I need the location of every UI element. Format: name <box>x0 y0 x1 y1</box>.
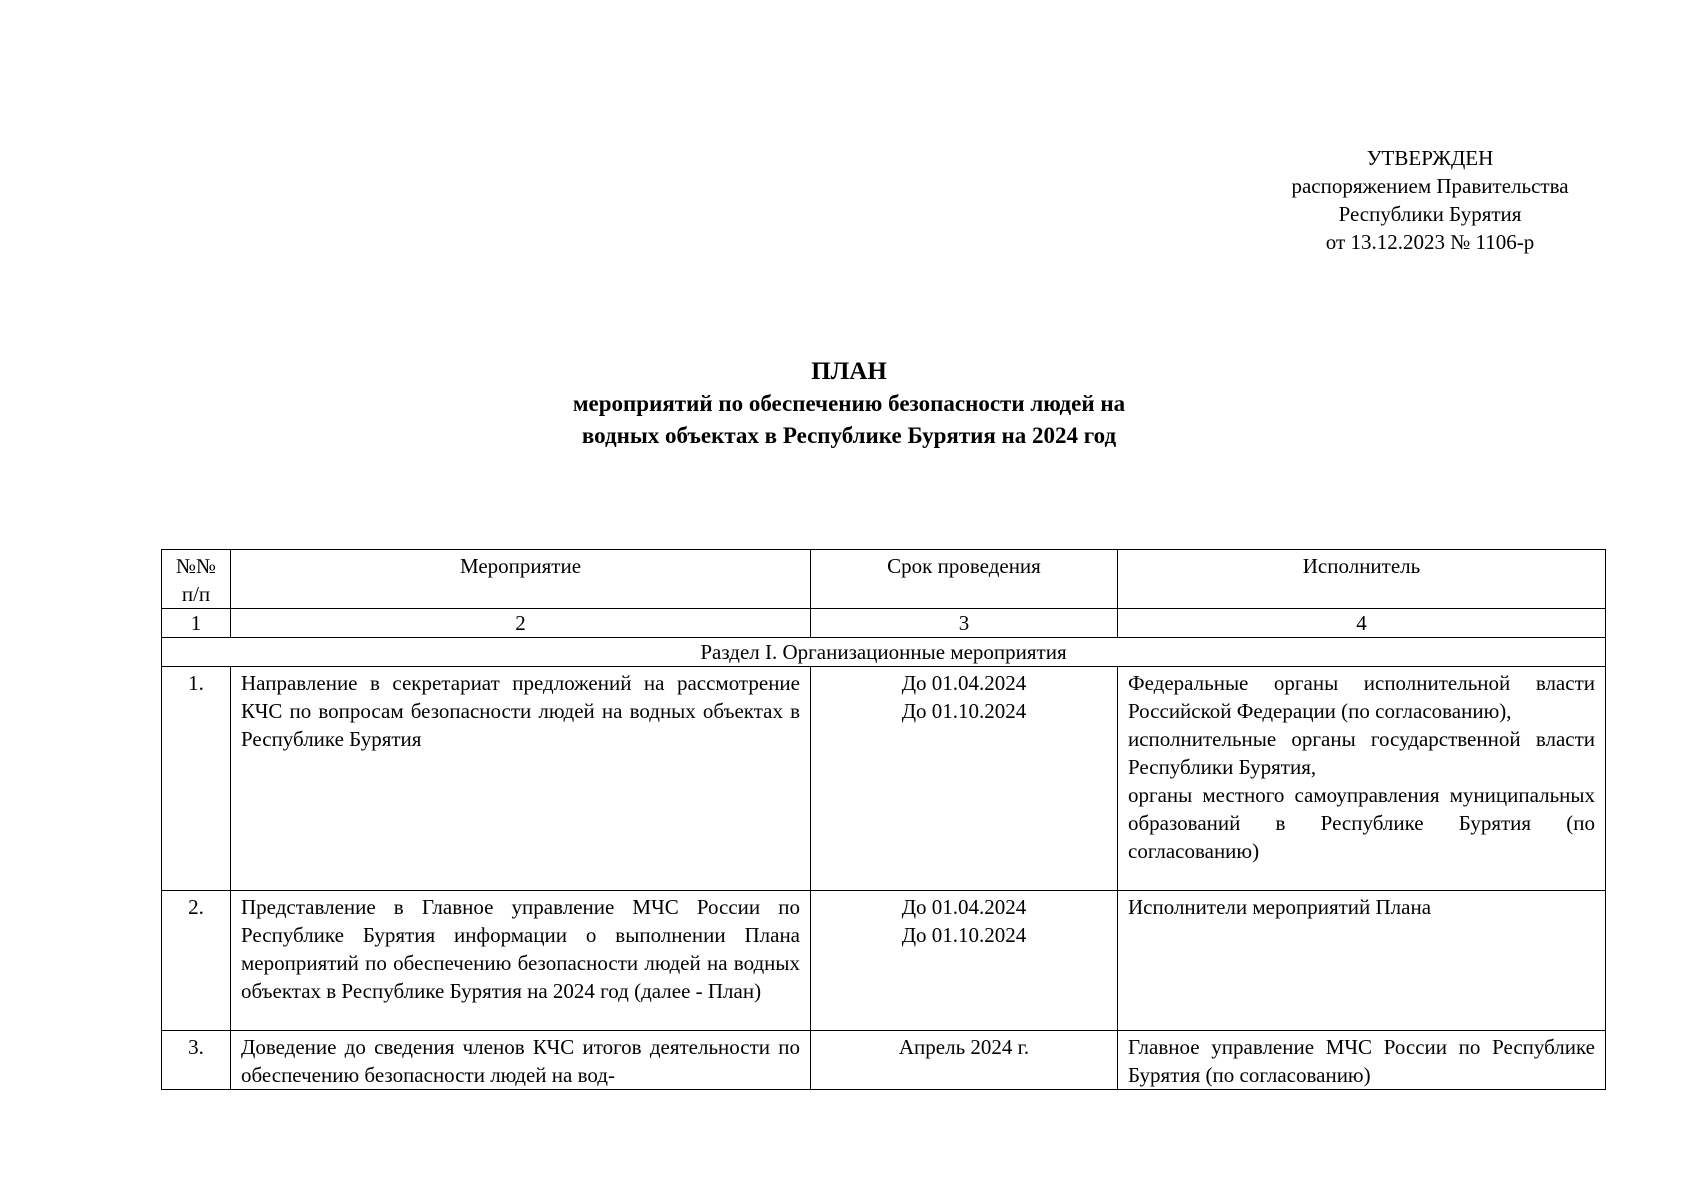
executor-item: органы местного самоуправления муниципальных образований в Республике Бурятия (по согласованию) <box>1128 783 1595 863</box>
header-deadline: Срок проведения <box>811 550 1118 609</box>
table-row <box>162 667 1606 891</box>
approval-region: Республики Бурятия <box>1338 202 1522 226</box>
column-number: 1 <box>162 609 231 638</box>
header-row <box>162 550 1606 609</box>
section-row <box>162 638 1606 667</box>
column-number-row <box>162 609 1606 638</box>
executor-item: исполнительные органы государственной власти Республики Бурятия, <box>1128 727 1595 779</box>
header-number <box>162 550 231 609</box>
row-executor <box>1118 891 1606 1031</box>
approval-date-number: от 13.12.2023 № 1106-р <box>1325 230 1535 254</box>
title-plan: ПЛАН <box>811 358 887 385</box>
column-number: 4 <box>1118 609 1606 638</box>
executor-item: Федеральные органы исполнительной власти Российской Федерации (по согласованию), <box>1128 671 1595 723</box>
section-title: Раздел I. Организационные мероприятия <box>162 638 1606 667</box>
header-executor: Исполнитель <box>1118 550 1606 609</box>
deadline-date: Апрель 2024 г. <box>898 1035 1030 1059</box>
approval-stamp <box>1240 144 1620 256</box>
column-number: 2 <box>231 609 811 638</box>
row-deadline <box>811 667 1118 891</box>
header-event: Мероприятие <box>231 550 811 609</box>
deadline-date: До 01.10.2024 <box>901 923 1027 947</box>
row-event: Направление в секретариат предложений на рассмотрение КЧС по вопросам безопасности людей на водных объектах в Республике Бурятия <box>231 667 811 891</box>
approval-authority: распоряжением Правительства <box>1291 174 1569 198</box>
deadline-date: До 01.10.2024 <box>901 699 1027 723</box>
row-number: 2. <box>162 891 231 1031</box>
row-event: Доведение до сведения членов КЧС итогов деятельности по обеспечению безопасности людей на вод- <box>231 1031 811 1090</box>
row-number: 3. <box>162 1031 231 1090</box>
row-number: 1. <box>162 667 231 891</box>
row-executor <box>1118 1031 1606 1090</box>
title-subject-line-1: мероприятий по обеспечению безопасности людей на <box>572 391 1126 416</box>
row-executor <box>1118 667 1606 891</box>
row-deadline <box>811 891 1118 1031</box>
row-event: Представление в Главное управление МЧС России по Республике Бурятия информации о выполнении Плана мероприятий по обеспечению безопасности людей на водных объектах в Республике Бурятия на 2024 год (далее - План) <box>231 891 811 1031</box>
title-subject-line-2: водных объектах в Республике Бурятия на 2024 год <box>581 423 1117 448</box>
deadline-date: До 01.04.2024 <box>901 671 1027 695</box>
approval-status: УТВЕРЖДЕН <box>1366 146 1494 170</box>
document-title <box>0 356 1698 452</box>
deadline-date: До 01.04.2024 <box>901 895 1027 919</box>
column-number: 3 <box>811 609 1118 638</box>
row-deadline <box>811 1031 1118 1090</box>
executor-item: Главное управление МЧС России по Республике Бурятия (по согласованию) <box>1128 1035 1595 1087</box>
table-row <box>162 1031 1606 1090</box>
header-number-line-1: №№ <box>175 554 217 578</box>
plan-table <box>161 549 1606 1090</box>
executor-item: Исполнители мероприятий Плана <box>1128 895 1432 919</box>
table-row <box>162 891 1606 1031</box>
header-number-line-2: п/п <box>181 582 211 606</box>
